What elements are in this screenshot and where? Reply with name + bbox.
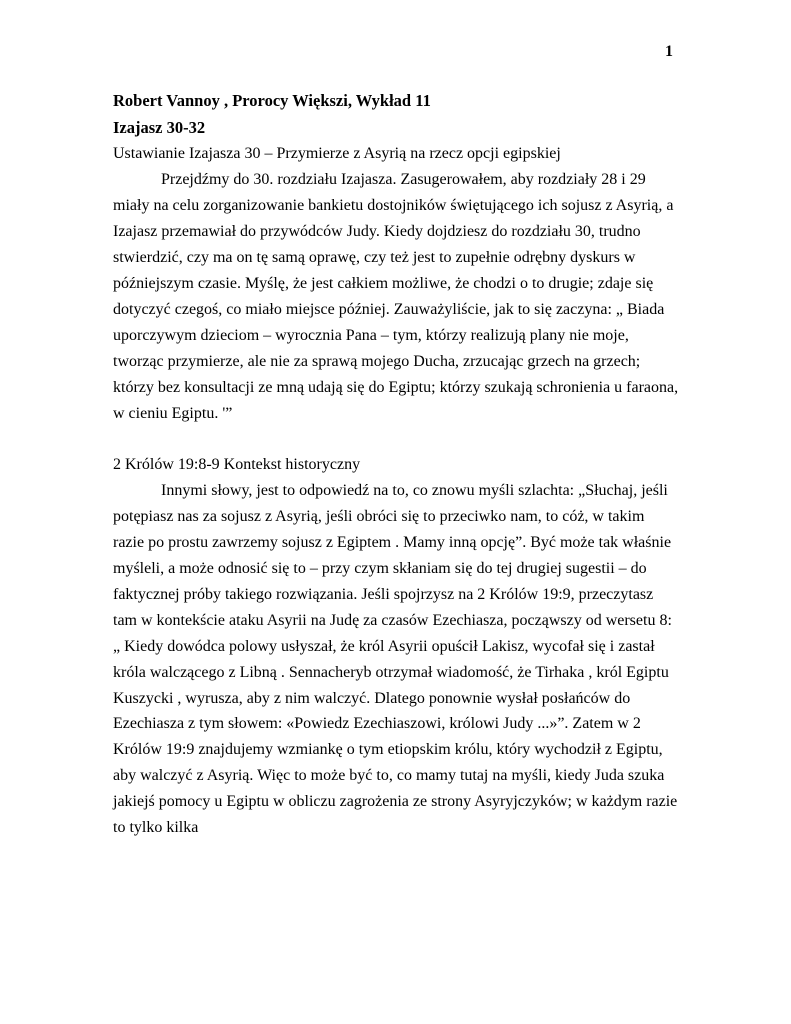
paragraph-spacer [113, 426, 679, 452]
section-2-paragraph-1: Innymi słowy, jest to odpowiedź na to, co znowu myśli szlachta: „Słuchaj, jeśli potępiasz nas za sojusz z Asyrią, jeśli obróci się to przeciwko nam, to cóż, w takim razie po prostu zawrzemy sojusz z Egiptem . Mamy inną opcję”. Być może tak właśnie myśleli, a może odnosić się to – przy czym skłaniam się do tej drugiej sugestii – do faktycznej próby takiego rozwiązania. Jeśli spojrzysz na 2 Królów 19:9, przeczytasz tam w kontekście ataku Asyrii na Judę za czasów Ezechiasza, począwszy od wersetu 8: „ Kiedy dowódca polowy usłyszał, że król Asyrii opuścił Lakisz, wycofał się i zastał króla walczącego z Libną . Sennacheryb otrzymał wiadomość, że Tirhaka , król Egiptu Kuszycki , wyrusza, aby z nim walczyć. Dlatego ponownie wysłał posłańców do Ezechiasza z tym słowem: «Powiedz Ezechiaszowi, królowi Judy ...»”. Zatem w 2 Królów 19:9 znajdujemy wzmiankę o tym etiopskim królu, który wychodził z Egiptu, aby walczyć z Asyrią. Więc to może być to, co mamy tutaj na myśli, kiedy Juda szuka jakiejś pomocy u Egiptu w obliczu zagrożenia ze strony Asyryjczyków; w każdym razie to tylko kilka [113, 482, 678, 837]
page-number: 1 [665, 43, 673, 60]
section-heading-1: Ustawianie Izajasza 30 – Przymierze z Asyrią na rzecz opcji egipskiej [113, 145, 561, 163]
section-heading-2: 2 Królów 19:8-9 Kontekst historyczny [113, 456, 361, 474]
document-title: Robert Vannoy , Prorocy Większi, Wykład 11 [113, 91, 431, 110]
document-body [113, 88, 679, 841]
section-1-paragraph-1: Przejdźmy do 30. rozdziału Izajasza. Zasugerowałem, aby rozdziały 28 i 29 miały na celu zorganizowanie bankietu dostojników świętującego ich sojusz z Asyrią, a Izajasz przemawiał do przywódców Judy. Kiedy dojdziesz do rozdziału 30, trudno stwierdzić, czy ma on tę samą oprawę, czy też jest to zupełnie odrębny dyskurs w późniejszym czasie. Myślę, że jest całkiem możliwe, że chodzi o to drugie; zdaje się dotyczyć czegoś, co miało miejsce później. Zauważyliście, jak to się zaczyna: „ Biada uporczywym dzieciom – wyrocznia Pana – tym, którzy realizują plany nie moje, tworząc przymierze, ale nie za sprawą mojego Ducha, zrzucając grzech na grzech; którzy bez konsultacji ze mną udają się do Egiptu; którzy szukają schronienia u faraona, w cieniu Egiptu. '” [113, 171, 679, 422]
document-subtitle: Izajasz 30-32 [113, 117, 206, 137]
